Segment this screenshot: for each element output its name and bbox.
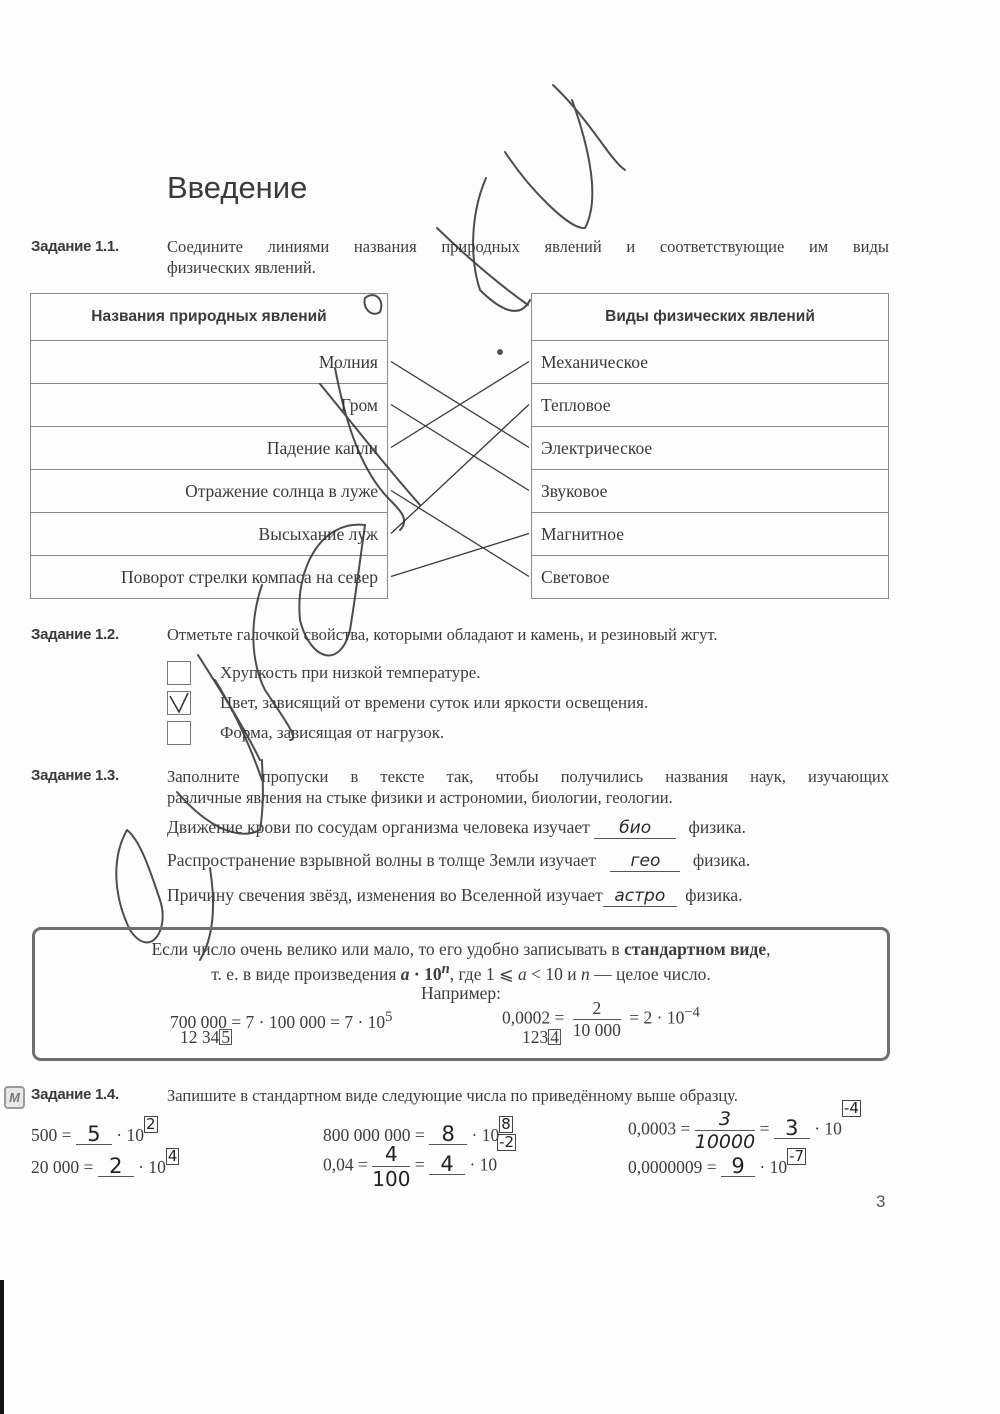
right-item[interactable]: Электрическое (532, 427, 889, 470)
standard-form-info-box (32, 927, 890, 1061)
task-1-4-label: Задание 1.4. (31, 1086, 119, 1103)
checkbox-option-3[interactable] (167, 721, 191, 745)
task-1-2-label: Задание 1.2. (31, 626, 119, 643)
mantissa-field[interactable]: 4 (429, 1154, 465, 1175)
fraction-denominator[interactable]: 10000 (694, 1131, 756, 1153)
fraction-numerator[interactable]: 4 (372, 1142, 410, 1167)
task-1-4-text: Запишите в стандартном виде следующие числа по приведённому выше образцу. (167, 1086, 738, 1105)
exercise-800000000: 800 000 000 = 8 · 108 (323, 1115, 511, 1146)
mantissa-field[interactable]: 3 (774, 1118, 810, 1139)
fill-sentence-2 (167, 850, 750, 872)
exponent-field[interactable]: 8 (501, 1115, 511, 1133)
exponent-field[interactable]: -4 (843, 1099, 859, 1117)
exercise-0-0003: 0,0003 = $\frac{3}{10000}$ = 3 · 10-4 (628, 1099, 859, 1153)
sentence-1-text: Движение крови по сосудам организма человека изучает (167, 817, 590, 837)
mantissa-field[interactable]: 8 (429, 1124, 467, 1145)
mantissa-field[interactable]: 9 (721, 1156, 755, 1177)
physical-phenomena-header: Виды физических явлений (532, 294, 889, 341)
math-m-icon: M (4, 1086, 25, 1109)
task-1-1-label: Задание 1.1. (31, 238, 119, 255)
left-item[interactable]: Отражение солнца в луже (31, 470, 388, 513)
page-heading: Введение (167, 170, 308, 205)
checkmark-icon (168, 692, 190, 714)
page-number: 3 (876, 1192, 886, 1211)
connection-line (391, 405, 529, 491)
exercise-0-0000009: 0,0000009 = 9 · 10-7 (628, 1147, 805, 1178)
right-item[interactable]: Механическое (532, 341, 889, 384)
left-item[interactable]: Высыхание луж (31, 513, 388, 556)
info-line-2: т. е. в виде произведения $a \cdot 10^n$, где 1 ⩽ a < 10 и n — целое число. (211, 961, 711, 984)
sentence-3-text: Причину свечения звёзд, изменения во Вселенной изучает (167, 885, 603, 905)
fraction-denominator[interactable]: 100 (372, 1167, 411, 1191)
task-1-2-text: Отметьте галочкой свойства, которыми обладают и камень, и резиновый жгут. (167, 625, 718, 644)
answer-field-2[interactable]: гео (610, 851, 680, 872)
info-line-1: Если число очень велико или мало, то его удобно записывать в стандартном виде, (151, 939, 771, 959)
exercise-500: 500 = 5 · 102 (31, 1115, 156, 1146)
left-item[interactable]: Поворот стрелки компаса на север (31, 556, 388, 599)
example-1: 700 000 = 7 · 100 $000 = 7 \cdot 10^5$ (170, 1009, 393, 1032)
task-1-1-text-line2: физических явлений. (167, 258, 316, 277)
left-item[interactable]: Молния (31, 341, 388, 384)
exponent-field[interactable]: -7 (789, 1147, 805, 1165)
option-1-label: Хрупкость при низкой температуре. (220, 663, 481, 682)
answer-field-1[interactable]: био (594, 818, 676, 839)
right-item[interactable]: Световое (532, 556, 889, 599)
exercise-20000: 20 000 = 2 · 104 (31, 1147, 178, 1178)
natural-phenomena-header: Названия природных явлений (31, 294, 388, 341)
right-item[interactable]: Магнитное (532, 513, 889, 556)
connection-line (391, 534, 529, 577)
sentence-1-suffix: физика. (688, 817, 746, 837)
task-1-3-text-line2: различные явления на стыке физики и астрономии, биологии, геологии. (167, 788, 673, 807)
option-2-label: Цвет, зависящий от времени суток или яркости освещения. (220, 693, 649, 712)
mantissa-field[interactable]: 5 (76, 1124, 112, 1145)
example-1-count: 12 34 5 (180, 1027, 231, 1047)
right-item[interactable]: Тепловое (532, 384, 889, 427)
task-1-3-label: Задание 1.3. (31, 767, 119, 784)
info-bold-term: стандартном виде (624, 939, 767, 959)
fill-sentence-1 (167, 817, 746, 839)
task-1-3-text-line1: Заполните пропуски в тексте так, чтобы получились названия наук, изучающих (167, 767, 889, 786)
fill-sentence-3 (167, 885, 743, 907)
option-3-label: Форма, зависящая от нагрузок. (220, 723, 445, 742)
sentence-3-suffix: физика. (685, 885, 743, 905)
left-item[interactable]: Падение капли (31, 427, 388, 470)
connection-line (391, 491, 529, 577)
mantissa-field[interactable]: 2 (98, 1156, 134, 1177)
connection-line (391, 405, 529, 534)
exponent-field[interactable]: -2 (499, 1133, 515, 1151)
answer-field-3[interactable]: астро (603, 886, 677, 907)
right-item[interactable]: Звуковое (532, 470, 889, 513)
sentence-2-text: Распространение взрывной волны в толще Земли изучает (167, 850, 597, 870)
example-2: 0,0002 = $\frac{2}{10 000}$ = $2 \cdot 10^{-4}$ (502, 998, 700, 1040)
checkbox-option-2[interactable] (167, 691, 191, 715)
info-example-label: Например: (420, 983, 502, 1003)
exercise-0-04: 0,04 = $\frac{4}{100}$ = 4 · 10-2 (323, 1133, 515, 1191)
example-2-count: 123 4 (522, 1027, 559, 1047)
scan-edge-shadow (0, 1280, 4, 1414)
exponent-field[interactable]: 4 (167, 1147, 178, 1165)
left-item[interactable]: Гром (31, 384, 388, 427)
sentence-2-suffix: физика. (692, 850, 751, 870)
task-1-1-text-line1: Соедините линиями названия природных явлений и соответствующие им виды (167, 237, 889, 256)
exponent-field[interactable]: 2 (145, 1115, 156, 1133)
fraction-numerator[interactable]: 3 (695, 1108, 755, 1131)
checkbox-option-1[interactable] (167, 661, 191, 685)
